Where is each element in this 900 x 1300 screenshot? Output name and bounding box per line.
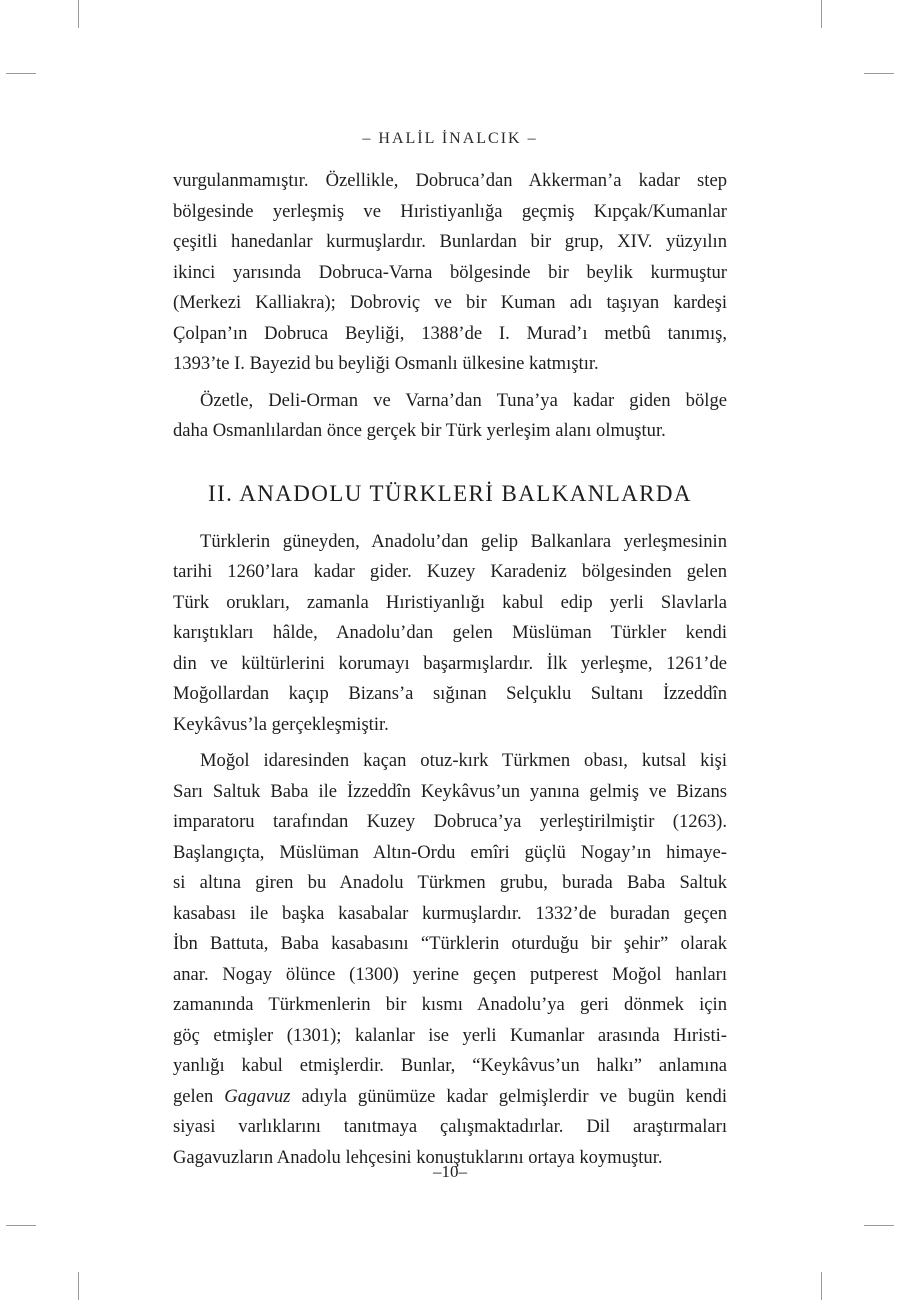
text-line: 1393’te I. Bayezid bu beyliği Osmanlı ülkesine katmıştır.	[173, 353, 599, 374]
text-line: anar. Nogay ölünce (1300) yerine geçen putperest Moğol hanları	[173, 963, 727, 985]
text-line: Moğollardan kaçıp Bizans’a sığınan Selçuklu Sultanı İzzeddîn	[173, 683, 727, 704]
text-line: Sarı Saltuk Baba ile İzzeddîn Keykâvus’un yanına gelmiş ve Bizans	[173, 780, 727, 802]
paragraph	[173, 746, 727, 1173]
crop-mark-top-left	[78, 0, 79, 28]
crop-mark-bottom-right	[821, 1272, 822, 1300]
text-line: Türk orukları, zamanla Hıristiyanlığı kabul edip yerli Slavlarla	[173, 591, 727, 613]
text-line: karıştıkları hâlde, Anadolu’dan gelen Müslüman Türkler kendi	[173, 622, 727, 643]
body-text	[173, 166, 727, 1179]
text-line: kasabası ile başka kasabalar kurmuşlardır. 1332’de buradan geçen	[173, 902, 727, 924]
page-number: –10–	[433, 1162, 467, 1181]
text-line: din ve kültürlerini korumayı başarmışlardır. İlk yerleşme, 1261’de	[173, 652, 727, 674]
text-line: daha Osmanlılardan önce gerçek bir Türk yerleşim alanı olmuştur.	[173, 420, 666, 441]
text-line: (Merkezi Kalliakra); Dobroviç ve bir Kuman adı taşıyan kardeşi	[173, 292, 727, 313]
text-line: zamanında Türkmenlerin bir kısmı Anadolu’ya geri dönmek için	[173, 994, 727, 1015]
paragraph	[173, 166, 727, 380]
text-line: Çolpan’ın Dobruca Beyliği, 1388’de I. Murad’ı metbû tanımış,	[173, 322, 727, 344]
paragraphs-before-heading	[173, 166, 727, 447]
paragraph	[173, 386, 727, 447]
section-heading: II. ANADOLU TÜRKLERİ BALKANLARDA	[208, 480, 692, 506]
text-line: imparatoru tarafından Kuzey Dobruca’ya yerleştirilmiştir (1263).	[173, 811, 727, 832]
text-line: İbn Battuta, Baba kasabasını “Türklerin oturduğu bir şehir” olarak	[173, 933, 727, 954]
text-line: ikinci yarısında Dobruca-Varna bölgesinde bir beylik kurmuştur	[173, 261, 727, 283]
crop-mark-bottom-left	[78, 1272, 79, 1300]
italic-term: Gagavuz	[224, 1085, 291, 1107]
paragraphs-after-heading	[173, 527, 727, 1174]
text-line: bölgesinde yerleşmiş ve Hıristiyanlığa geçmiş Kıpçak/Kumanlar	[173, 200, 727, 222]
text-line: Moğol idaresinden kaçan otuz-kırk Türkmen obası, kutsal kişi	[200, 750, 727, 771]
text-line: siyasi varlıklarını tanıtmaya çalışmaktadırlar. Dil araştırmaları	[173, 1116, 727, 1137]
text-line: yanlığı kabul etmişlerdir. Bunlar, “Keykâvus’un halkı” anlamına	[173, 1055, 727, 1076]
text-line: gelen Gagavuz adıyla günümüze kadar gelmişlerdir ve bugün kendi	[173, 1085, 727, 1107]
text-line: çeşitli hanedanlar kurmuşlardır. Bunlardan bir grup, XIV. yüzyılın	[173, 231, 727, 252]
text-line: Başlangıçta, Müslüman Altın-Ordu emîri güçlü Nogay’ın himaye-	[173, 841, 727, 863]
text-line: tarihi 1260’lara kadar gider. Kuzey Karadeniz bölgesinden gelen	[173, 561, 727, 582]
text-line: Özetle, Deli-Orman ve Varna’dan Tuna’ya kadar giden bölge	[200, 389, 727, 411]
text-line: vurgulanmamıştır. Özellikle, Dobruca’dan Akkerman’a kadar step	[173, 170, 727, 191]
text-line: Türklerin güneyden, Anadolu’dan gelip Balkanlara yerleşmesinin	[200, 530, 727, 552]
paragraph	[173, 527, 727, 741]
text-line: si altına giren bu Anadolu Türkmen grubu, burada Baba Saltuk	[173, 872, 727, 893]
crop-mark-left-top	[6, 73, 36, 74]
crop-mark-top-right	[821, 0, 822, 28]
text-line: Gagavuzların Anadolu lehçesini konuştuklarını ortaya koymuştur.	[173, 1146, 663, 1168]
text-line: göç etmişler (1301); kalanlar ise yerli Kumanlar arasında Hıristi-	[173, 1024, 727, 1046]
text-line: Keykâvus’la gerçekleşmiştir.	[173, 713, 389, 735]
running-head: – HALİL İNALCIK –	[362, 130, 538, 147]
crop-mark-left-bottom	[6, 1225, 36, 1226]
crop-mark-right-top	[864, 73, 894, 74]
crop-mark-right-bottom	[864, 1225, 894, 1226]
